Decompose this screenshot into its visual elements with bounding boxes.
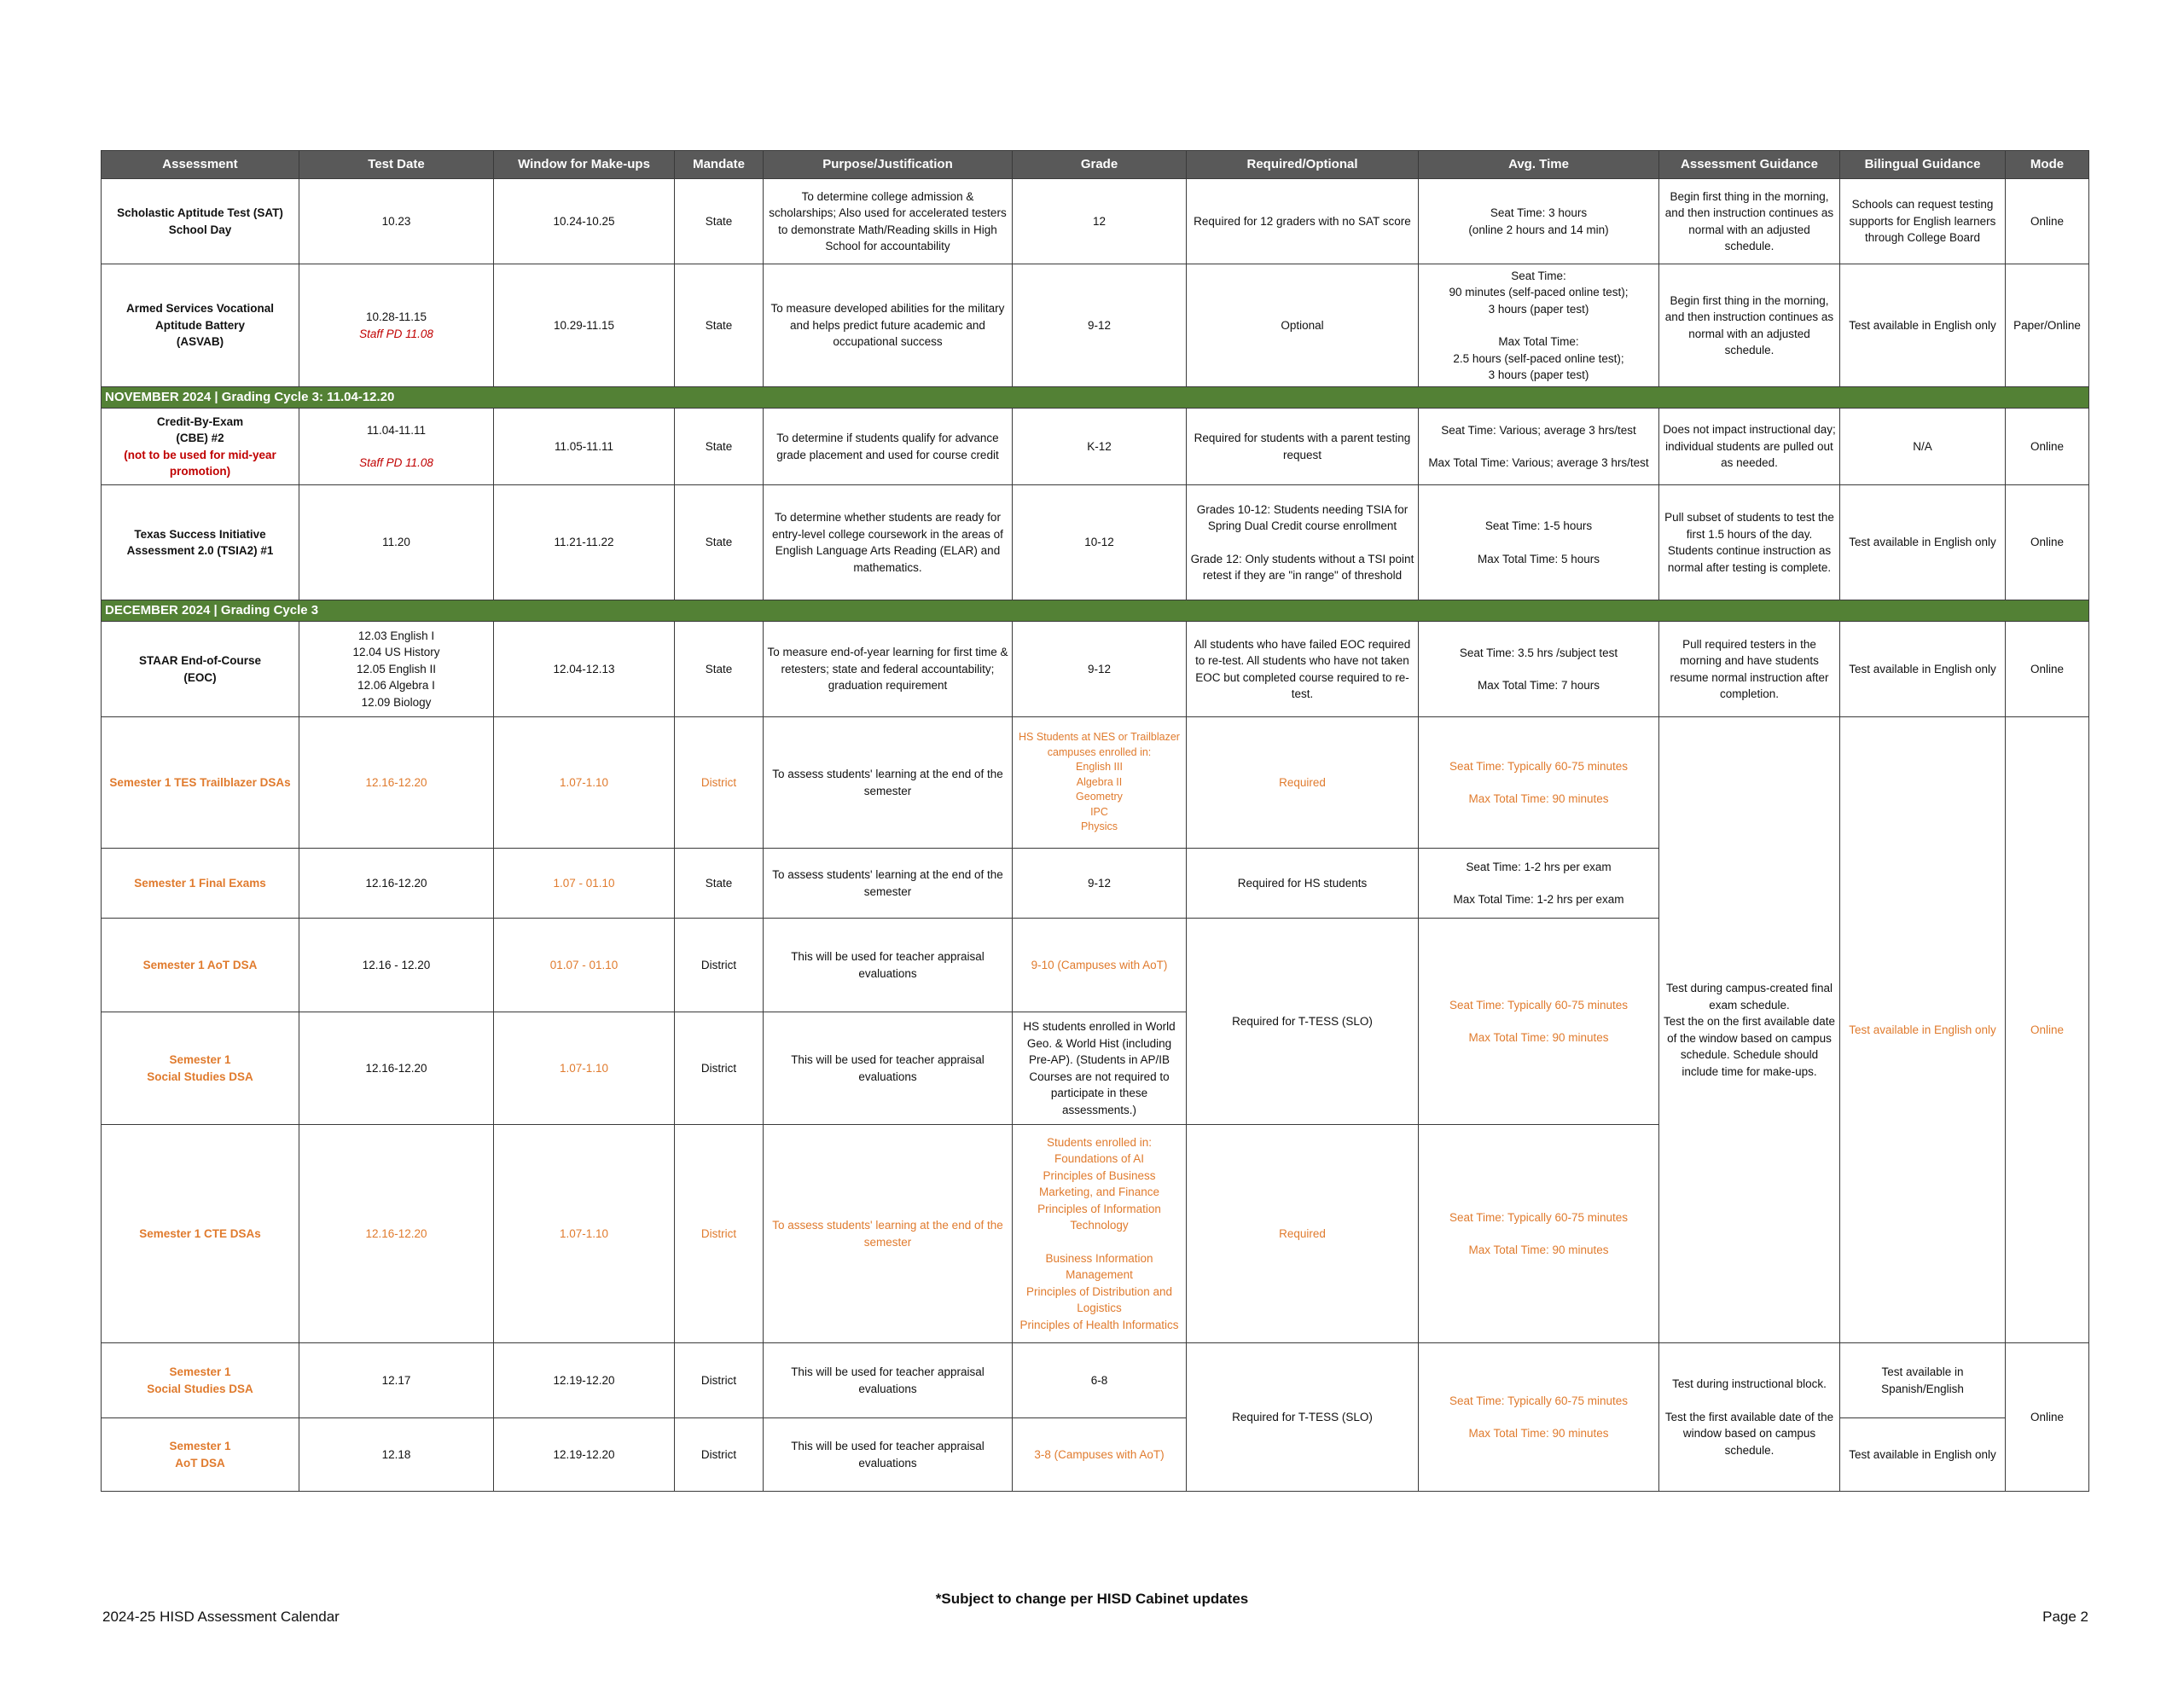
bilingual-guidance: Test available in English only (1840, 264, 2006, 387)
header-row (102, 151, 2089, 179)
grade-course: English III (1076, 761, 1123, 774)
test-date (299, 622, 494, 717)
grade: K-12 (1013, 409, 1187, 485)
section-title: NOVEMBER 2024 | Grading Cycle 3: 11.04-12.20 (102, 387, 2089, 409)
mandate: State (675, 179, 764, 264)
purpose: To determine college admission & scholarships; Also used for accelerated testers to demonstrate Math/Reading skills in High School for accountability (764, 179, 1013, 264)
grade-course: Principles of Business Marketing, and Finance (1038, 1168, 1160, 1199)
purpose: To determine whether students are ready for entry-level college coursework in the areas of English Language Arts Reading (ELAR) and mathematics. (764, 485, 1013, 600)
max-time: Max Total Time: 5 hours (1477, 552, 1600, 565)
grade-line: campuses enrolled in: (1047, 745, 1152, 758)
purpose: To determine if students qualify for advance grade placement and used for course credit (764, 409, 1013, 485)
staff-pd-note: Staff PD 11.08 (359, 456, 433, 469)
assessment-warning: (not to be used for mid-year promotion) (124, 448, 276, 478)
header-assessment-guidance: Assessment Guidance (1659, 151, 1840, 179)
makeup-window: 12.19-12.20 (494, 1418, 675, 1492)
table-row-ms-social-studies-dsa (102, 1343, 2089, 1418)
mandate: District (675, 717, 764, 849)
mandate: State (675, 264, 764, 387)
makeup-window: 11.05-11.11 (494, 409, 675, 485)
makeup-window: 1.07-1.10 (494, 1012, 675, 1125)
assessment-name-line: Texas Success Initiative (134, 527, 266, 541)
test-date-range: 11.04-11.11 (366, 423, 427, 437)
assessment-name-line-2: Social Studies DSA (147, 1070, 253, 1083)
header-window: Window for Make-ups (494, 151, 675, 179)
avg-time (1419, 264, 1659, 387)
seat-time: Seat Time: 3 hours (1490, 206, 1588, 219)
required-optional: Required for 12 graders with no SAT score (1187, 179, 1419, 264)
assessment-name (102, 264, 299, 387)
spacer (303, 438, 490, 455)
mode-semester: Online (2006, 717, 2089, 1343)
mandate: State (675, 622, 764, 717)
required-optional: Required for T-TESS (SLO) (1187, 919, 1419, 1125)
test-date-item: 12.09 Biology (361, 695, 432, 709)
header-purpose: Purpose/Justification (764, 151, 1013, 179)
grade-course: Geometry (1076, 791, 1123, 803)
header-avg-time: Avg. Time (1419, 151, 1659, 179)
avg-time (1419, 849, 1659, 919)
assessment-name-line: Semester 1 (169, 1053, 231, 1066)
grade-course: Principles of Distribution and Logistics (1025, 1284, 1173, 1315)
required-optional: Required for T-TESS (SLO) (1187, 1343, 1419, 1492)
max-time: Max Total Time: Various; average 3 hrs/test (1428, 456, 1649, 469)
makeup-window: 01.07 - 01.10 (494, 919, 675, 1012)
bilingual-guidance: Test available in English only (1840, 485, 2006, 600)
purpose: This will be used for teacher appraisal evaluations (764, 1012, 1013, 1125)
required-grade-12: Grade 12: Only students without a TSI point retest if they are "in range" of threshold (1190, 552, 1414, 582)
seat-time: Seat Time: Typically 60-75 minutes (1449, 1394, 1629, 1407)
assessment-name: Semester 1 CTE DSAs (102, 1125, 299, 1343)
grade: HS students enrolled in World Geo. & World Hist (including Pre-AP). (Students in AP/IB Courses are not required to participate in these assessments.) (1013, 1012, 1187, 1125)
makeup-window: 1.07-1.10 (494, 717, 675, 849)
page-number: Page 2 (2042, 1609, 2088, 1625)
table-row-tes-trailblazer (102, 717, 2089, 849)
assessment-guidance: Does not impact instructional day; individual students are pulled out as needed. (1659, 409, 1840, 485)
assessment-name (102, 1012, 299, 1125)
guidance-line-2: Test the on the first available date of the window based on campus schedule. Schedule should include time for make-ups. (1663, 1015, 1836, 1078)
assessment-name-line-2: AoT DSA (175, 1456, 225, 1470)
max-time-label: Max Total Time: (1498, 335, 1579, 348)
max-time: Max Total Time: 90 minutes (1468, 792, 1609, 805)
test-date-item: 12.05 English II (356, 662, 437, 675)
bilingual-guidance: Schools can request testing supports for English learners through College Board (1840, 179, 2006, 264)
purpose: To assess students' learning at the end of the semester (764, 717, 1013, 849)
seat-time-detail: (online 2 hours and 14 min) (1468, 223, 1609, 236)
header-required: Required/Optional (1187, 151, 1419, 179)
test-date: 12.16 - 12.20 (299, 919, 494, 1012)
footer-title: 2024-25 HISD Assessment Calendar (102, 1609, 340, 1625)
guidance-line: Test during instructional block. (1672, 1377, 1827, 1390)
mode: Online (2006, 409, 2089, 485)
grade-course: Algebra II (1076, 775, 1123, 788)
seat-time: Seat Time: 1-5 hours (1484, 519, 1593, 532)
assessment-name (102, 622, 299, 717)
mode: Online (2006, 485, 2089, 600)
makeup-window: 10.24-10.25 (494, 179, 675, 264)
seat-time: Seat Time: Various; average 3 hrs/test (1441, 423, 1636, 437)
avg-time (1419, 717, 1659, 849)
avg-time (1419, 919, 1659, 1125)
assessment-name (102, 1343, 299, 1418)
assessment-name-line: Credit-By-Exam (156, 415, 244, 428)
assessment-guidance: Pull required testers in the morning and have students resume normal instruction after completion. (1659, 622, 1840, 717)
max-time: Max Total Time: 7 hours (1477, 679, 1600, 692)
mandate: District (675, 1012, 764, 1125)
purpose: To assess students' learning at the end of the semester (764, 1125, 1013, 1343)
test-date-item: 12.04 US History (352, 646, 440, 659)
seat-time: Seat Time: 3.5 hrs /subject test (1459, 646, 1618, 659)
spacer (1663, 1393, 1836, 1409)
spacer (1422, 1013, 1655, 1029)
staff-pd-note: Staff PD 11.08 (359, 327, 433, 340)
test-date-range: 10.28-11.15 (365, 310, 427, 323)
header-mode: Mode (2006, 151, 2089, 179)
assessment-name (102, 1418, 299, 1492)
bilingual-guidance: Test available in Spanish/English (1840, 1343, 2006, 1418)
mode: Online (2006, 622, 2089, 717)
mandate: State (675, 485, 764, 600)
bilingual-guidance: Test available in English only (1840, 622, 2006, 717)
makeup-window: 12.04-12.13 (494, 622, 675, 717)
footer-disclaimer: *Subject to change per HISD Cabinet updates (935, 1591, 1249, 1607)
purpose: This will be used for teacher appraisal evaluations (764, 1343, 1013, 1418)
mandate: State (675, 409, 764, 485)
grade: 9-12 (1013, 622, 1187, 717)
grade (1013, 717, 1187, 849)
purpose: To measure developed abilities for the military and helps predict future academic and occupational success (764, 264, 1013, 387)
avg-time (1419, 1125, 1659, 1343)
test-date-item: 12.06 Algebra I (357, 679, 435, 693)
seat-time-online: 90 minutes (self-paced online test); (1449, 286, 1629, 299)
grade: 12 (1013, 179, 1187, 264)
makeup-window: 11.21-11.22 (494, 485, 675, 600)
mandate: State (675, 849, 764, 919)
mandate: District (675, 1125, 764, 1343)
section-row-december (102, 600, 2089, 622)
grade: 10-12 (1013, 485, 1187, 600)
purpose: To measure end-of-year learning for first time & retesters; state and federal accountability; graduation requirement (764, 622, 1013, 717)
test-date: 12.16-12.20 (299, 849, 494, 919)
avg-time (1419, 179, 1659, 264)
test-date: 12.18 (299, 1418, 494, 1492)
section-row-november (102, 387, 2089, 409)
makeup-window: 10.29-11.15 (494, 264, 675, 387)
makeup-window: 12.19-12.20 (494, 1343, 675, 1418)
purpose: This will be used for teacher appraisal evaluations (764, 1418, 1013, 1492)
grade (1013, 1125, 1187, 1343)
spacer (1190, 535, 1414, 551)
assessment-guidance (1659, 1343, 1840, 1492)
mode: Online (2006, 179, 2089, 264)
spacer (1422, 438, 1655, 455)
seat-time: Seat Time: Typically 60-75 minutes (1449, 759, 1629, 773)
grade-line: Students enrolled in: (1046, 1135, 1153, 1149)
required-optional: Required (1187, 1125, 1419, 1343)
assessment-name-line: Semester 1 (169, 1440, 231, 1452)
max-time: Max Total Time: 90 minutes (1468, 1244, 1609, 1256)
purpose: To assess students' learning at the end of the semester (764, 849, 1013, 919)
required-optional: All students who have failed EOC required to re-test. All students who have not taken EOC but completed course required to re-test. (1187, 622, 1419, 717)
guidance-line-2: Test the first available date of the window based on campus schedule. (1664, 1410, 1834, 1457)
avg-time (1419, 485, 1659, 600)
bilingual-guidance: Test available in English only (1840, 1418, 2006, 1492)
grade-course: Principles of Health Informatics (1019, 1318, 1179, 1331)
grade: 9-12 (1013, 264, 1187, 387)
seat-time-paper: 3 hours (paper test) (1488, 302, 1589, 316)
assessment-name: Semester 1 TES Trailblazer DSAs (102, 717, 299, 849)
mandate: District (675, 1343, 764, 1418)
table-row-cbe (102, 409, 2089, 485)
mode: Online (2006, 1343, 2089, 1492)
test-date (299, 264, 494, 387)
required-optional: Required (1187, 717, 1419, 849)
seat-time: Seat Time: Typically 60-75 minutes (1449, 998, 1629, 1012)
test-date: 12.16-12.20 (299, 717, 494, 849)
assessment-name-line: STAAR End-of-Course (139, 654, 261, 667)
max-time: Max Total Time: 90 minutes (1468, 1031, 1609, 1044)
grade-course: Business Information Management (1045, 1251, 1153, 1282)
required-optional (1187, 485, 1419, 600)
assessment-abbrev: (EOC) (183, 670, 217, 684)
assessment-guidance-semester (1659, 717, 1840, 1343)
grade: 9-12 (1013, 849, 1187, 919)
spacer (1422, 1226, 1655, 1242)
test-date: 12.16-12.20 (299, 1012, 494, 1125)
required-optional: Required for HS students (1187, 849, 1419, 919)
table-row-tsia (102, 485, 2089, 600)
assessment-name: Scholastic Aptitude Test (SAT) School Day (102, 179, 299, 264)
max-time: Max Total Time: 90 minutes (1468, 1427, 1609, 1440)
spacer (1422, 875, 1655, 891)
grade-course: Physics (1080, 820, 1118, 833)
seat-time: Seat Time: 1-2 hrs per exam (1466, 860, 1612, 873)
max-time-paper: 3 hours (paper test) (1488, 368, 1589, 381)
spacer (1422, 774, 1655, 791)
seat-time: Seat Time: Typically 60-75 minutes (1449, 1210, 1629, 1224)
table-row-eoc (102, 622, 2089, 717)
assessment-guidance: Pull subset of students to test the first 1.5 hours of the day. Students continue instruction as normal after testing is complete. (1659, 485, 1840, 600)
section-title: DECEMBER 2024 | Grading Cycle 3 (102, 600, 2089, 622)
spacer (1016, 1234, 1182, 1250)
assessment-guidance: Begin first thing in the morning, and then instruction continues as normal with an adjusted schedule. (1659, 179, 1840, 264)
spacer (1422, 317, 1655, 333)
test-date: 12.17 (299, 1343, 494, 1418)
spacer (1422, 535, 1655, 551)
grade: 6-8 (1013, 1343, 1187, 1418)
avg-time (1419, 1343, 1659, 1492)
test-date: 11.20 (299, 485, 494, 600)
max-time: Max Total Time: 1-2 hrs per exam (1453, 893, 1624, 906)
spacer (1422, 1409, 1655, 1425)
assessment-name-line-2: Assessment 2.0 (TSIA2) #1 (126, 544, 274, 557)
test-date-item: 12.03 English I (357, 629, 435, 642)
required-optional: Required for students with a parent testing request (1187, 409, 1419, 485)
table-row-sat (102, 179, 2089, 264)
assessment-name (102, 485, 299, 600)
grade-course: Foundations of AI (1054, 1152, 1145, 1166)
grade-course: IPC (1090, 805, 1108, 818)
test-date: 12.16-12.20 (299, 1125, 494, 1343)
mode: Paper/Online (2006, 264, 2089, 387)
assessment-calendar-table (101, 150, 2089, 1492)
assessment-abbrev: (ASVAB) (176, 335, 224, 349)
assessment-name (102, 409, 299, 485)
assessment-name: Semester 1 AoT DSA (102, 919, 299, 1012)
mandate: District (675, 1418, 764, 1492)
required-grades-10-12: Grades 10-12: Students needing TSIA for Spring Dual Credit course enrollment (1196, 502, 1409, 532)
avg-time (1419, 409, 1659, 485)
header-bilingual-guidance: Bilingual Guidance (1840, 151, 2006, 179)
assessment-name-line: Armed Services Vocational Aptitude Battery (125, 302, 275, 332)
test-date: 10.23 (299, 179, 494, 264)
test-date (299, 409, 494, 485)
seat-time-label: Seat Time: (1511, 269, 1566, 282)
header-grade: Grade (1013, 151, 1187, 179)
purpose: This will be used for teacher appraisal evaluations (764, 919, 1013, 1012)
assessment-abbrev: (CBE) #2 (176, 432, 224, 444)
grade: 9-10 (Campuses with AoT) (1013, 919, 1187, 1012)
grade-line: HS Students at NES or Trailblazer (1019, 731, 1180, 744)
bilingual-guidance: N/A (1840, 409, 2006, 485)
grade-course: Principles of Information Technology (1037, 1202, 1161, 1232)
header-assessment: Assessment (102, 151, 299, 179)
makeup-window: 1.07 - 01.10 (494, 849, 675, 919)
table-row-asvab (102, 264, 2089, 387)
header-test-date: Test Date (299, 151, 494, 179)
bilingual-guidance-semester: Test available in English only (1840, 717, 2006, 1343)
assessment-name-line: Semester 1 (169, 1365, 231, 1378)
spacer (1422, 661, 1655, 677)
max-time-online: 2.5 hours (self-paced online test); (1453, 351, 1624, 365)
assessment-name: Semester 1 Final Exams (102, 849, 299, 919)
avg-time (1419, 622, 1659, 717)
guidance-line: Test during campus-created final exam schedule. (1665, 982, 1833, 1012)
grade: 3-8 (Campuses with AoT) (1013, 1418, 1187, 1492)
makeup-window: 1.07-1.10 (494, 1125, 675, 1343)
assessment-guidance: Begin first thing in the morning, and then instruction continues as normal with an adjusted schedule. (1659, 264, 1840, 387)
assessment-name-line-2: Social Studies DSA (147, 1382, 253, 1395)
required-optional: Optional (1187, 264, 1419, 387)
header-mandate: Mandate (675, 151, 764, 179)
mandate: District (675, 919, 764, 1012)
